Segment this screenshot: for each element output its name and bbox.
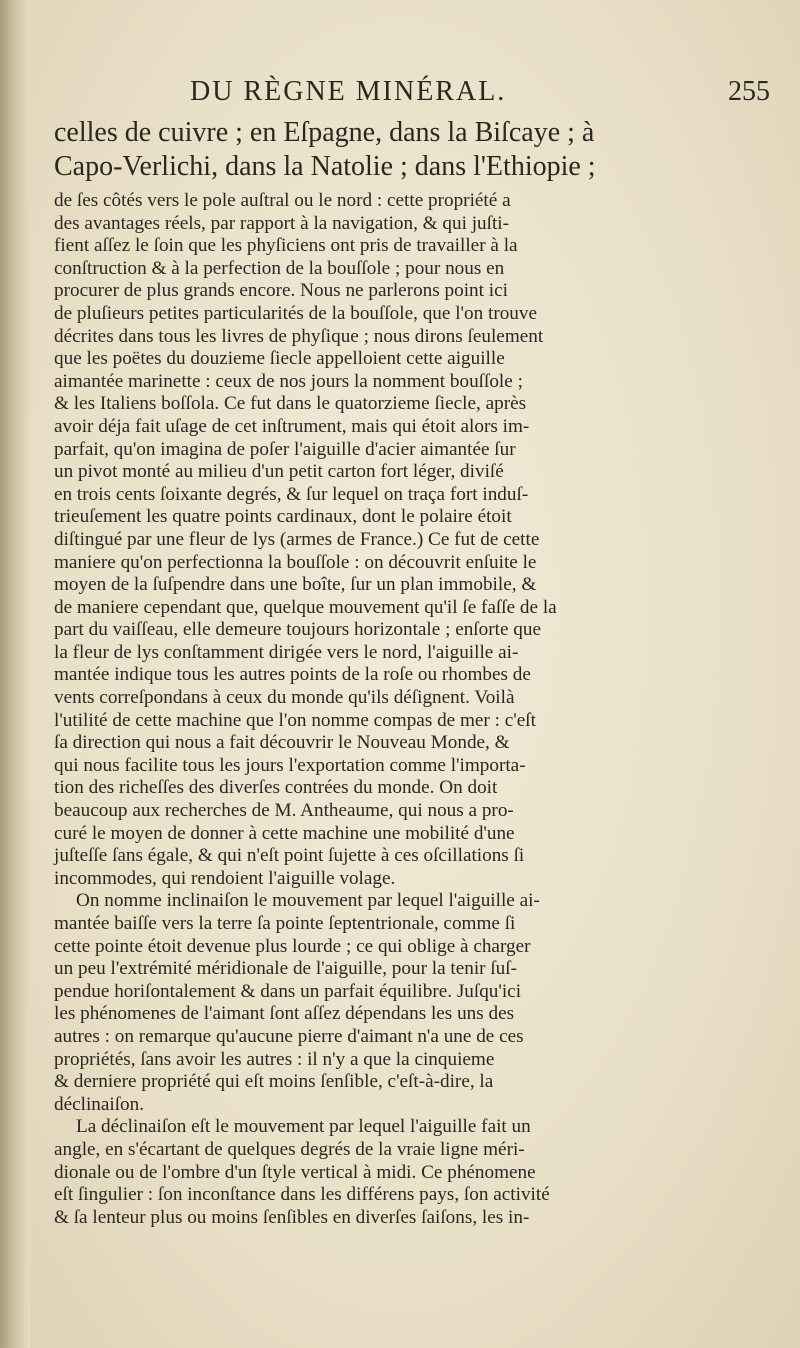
text-line: eſt ſingulier : ſon inconſtance dans les différens pays, ſon activité (54, 1184, 550, 1206)
text-line: décrites dans tous les livres de phyſique ; nous dirons ſeulement (54, 325, 544, 347)
text-line: mantée indique tous les autres points de la roſe ou rhombes de (54, 664, 531, 686)
page-number: 255 (728, 76, 770, 107)
text-line: diſtingué par une fleur de lys (armes de France.) Ce fut de cette (54, 528, 540, 550)
text-line: maniere qu'on perfectionna la bouſſole : on découvrit enſuite le (54, 551, 537, 573)
text-line: avoir déja fait uſage de cet inſtrument, mais qui étoit alors im- (54, 415, 530, 437)
text-line: pendue horiſontalement & dans un parfait équilibre. Juſqu'ici (54, 980, 522, 1002)
text-line: & ſa lenteur plus ou moins ſenſibles en diverſes ſaiſons, les in- (54, 1206, 530, 1228)
text-line: procurer de plus grands encore. Nous ne parlerons point ici (54, 280, 508, 302)
intro-line: celles de cuivre ; en Eſpagne, dans la Biſcaye ; à (54, 117, 595, 148)
page-header (190, 76, 770, 112)
paragraph-start-line: On nomme inclinaiſon le mouvement par lequel l'aiguille ai- (76, 890, 540, 912)
text-line: beaucoup aux recherches de M. Antheaume, qui nous a pro- (54, 800, 514, 822)
text-line: propriétés, ſans avoir les autres : il n'y a que la cinquieme (54, 1048, 495, 1070)
intro-line: Capo-Verlichi, dans la Natolie ; dans l'Ethiopie ; (54, 151, 596, 182)
text-line: la fleur de lys conſtamment dirigée vers le nord, l'aiguille ai- (54, 641, 519, 663)
text-line: & derniere propriété qui eſt moins ſenſible, c'eſt-à-dire, la (54, 1071, 494, 1093)
text-line: les phénomenes de l'aimant ſont aſſez dépendans les uns des (54, 1003, 515, 1025)
text-line: trieuſement les quatre points cardinaux, dont le polaire étoit (54, 506, 512, 528)
text-line: vents correſpondans à ceux du monde qu'ils déſignent. Voilà (54, 687, 515, 709)
text-line: que les poëtes du douzieme ſiecle appelloient cette aiguille (54, 348, 505, 370)
text-line: curé le moyen de donner à cette machine une mobilité d'une (54, 822, 515, 844)
text-line: ſa direction qui nous a fait découvrir le Nouveau Monde, & (54, 732, 510, 754)
text-line: aimantée marinette : ceux de nos jours la nomment bouſſole ; (54, 370, 523, 392)
text-line: l'utilité de cette machine que l'on nomme compas de mer : c'eſt (54, 709, 536, 731)
text-line: juſteſſe ſans égale, & qui n'eſt point ſujette à ces oſcillations ſi (54, 845, 525, 867)
text-line: moyen de la ſuſpendre dans une boîte, ſur un plan immobile, & (54, 574, 537, 596)
text-line: déclinaiſon. (54, 1093, 145, 1115)
text-line: de pluſieurs petites particularités de la bouſſole, que l'on trouve (54, 302, 538, 324)
text-line: un peu l'extrémité méridionale de l'aiguille, pour la tenir ſuſ- (54, 958, 518, 980)
text-line: cette pointe étoit devenue plus lourde ; ce qui oblige à charger (54, 935, 531, 957)
body-text (54, 190, 766, 1229)
intro-paragraph (54, 116, 766, 184)
running-title: DU RÈGNE MINÉRAL. (190, 76, 507, 107)
text-line: des avantages réels, par rapport à la navigation, & qui juſti- (54, 212, 510, 234)
text-line: qui nous facilite tous les jours l'exportation comme l'importa- (54, 754, 526, 776)
text-line: de ſes côtés vers le pole auſtral ou le nord : cette propriété a (54, 190, 511, 211)
text-line: un pivot monté au milieu d'un petit carton fort léger, diviſé (54, 461, 504, 483)
text-line: angle, en s'écartant de quelques degrés de la vraie ligne méri- (54, 1138, 525, 1160)
paragraph-start-line: La déclinaiſon eſt le mouvement par lequel l'aiguille fait un (76, 1116, 531, 1138)
text-line: de maniere cependant que, quelque mouvement qu'il ſe faſſe de la (54, 596, 557, 618)
text-line: tion des richeſſes des diverſes contrées du monde. On doit (54, 777, 498, 799)
page-binding-shadow (0, 0, 30, 1348)
text-line: autres : on remarque qu'aucune pierre d'aimant n'a une de ces (54, 1025, 524, 1047)
text-line: & les Italiens boſſola. Ce fut dans le quatorzieme ſiecle, après (54, 393, 527, 415)
text-line: mantée baiſſe vers la terre ſa pointe ſeptentrionale, comme ſi (54, 913, 516, 934)
text-line: parfait, qu'on imagina de poſer l'aiguille d'acier aimantée ſur (54, 438, 516, 460)
text-line: en trois cents ſoixante degrés, & ſur lequel on traça fort induſ- (54, 483, 529, 505)
text-line: dionale ou de l'ombre d'un ſtyle vertical à midi. Ce phénomene (54, 1161, 536, 1183)
text-line: incommodes, qui rendoient l'aiguille volage. (54, 867, 396, 889)
text-line: part du vaiſſeau, elle demeure toujours horizontale ; enſorte que (54, 619, 541, 641)
text-line: conſtruction & à la perfection de la bouſſole ; pour nous en (54, 257, 505, 279)
text-line: fient aſſez le ſoin que les phyſiciens ont pris de travailler à la (54, 235, 518, 257)
